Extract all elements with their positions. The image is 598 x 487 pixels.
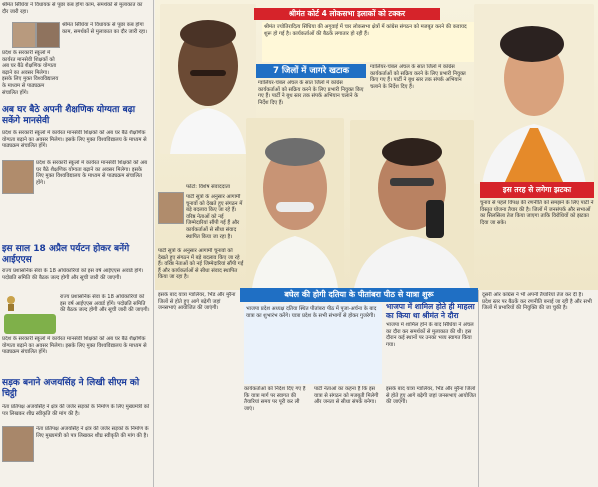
government-emblem-icon bbox=[4, 294, 18, 312]
politician-photo-center-right bbox=[350, 120, 474, 288]
middle-story-body: पार्टी सूत्रों के अनुसार आगामी चुनावों को देखते हुए संगठन में बड़े बदलाव किए जा रहे हैं। वरिष्ठ नेताओं को नई जिम्मेदारियां सौंपी गईं हैं और कार्यकर्ताओं से सीधा संवाद स्थापित किया जा रहा है। bbox=[186, 194, 243, 240]
middle-story-body-2: पार्टी सूत्रों के अनुसार आगामी चुनावों को देखते हुए संगठन में बड़े बदलाव किए जा रहे हैं। वरिष्ठ नेताओं को नई जिम्मेदारियां सौंपी गईं हैं और कार्यकर्ताओं से सीधा संवाद स्थापित किया जा रहा है। bbox=[158, 248, 244, 281]
story1-photo bbox=[2, 160, 34, 194]
mini-photo-2 bbox=[36, 22, 60, 48]
bottom-banner: बघेल की होगी दतिया के पीतांबरा पीठ से यात्रा शुरू bbox=[240, 288, 478, 302]
column-divider-left bbox=[153, 0, 154, 487]
bottom-banner-body: भाजपा प्रदेश अध्यक्ष दतिया स्थित पीतांबरा पीठ में पूजा-अर्चना के बाद यात्रा का शुभारंभ करेंगे। यात्रा प्रदेश के सभी संभागों से होकर गुजरेगी। bbox=[244, 304, 382, 384]
story2-body-2: राज्य प्रशासनिक सेवा के 18 अधिकारियों को इस वर्ष आईएएस अवार्ड होंगे। पदोन्नति समिति की बैठक जल्द होगी और सूची जारी की जाएगी। bbox=[60, 294, 150, 314]
story3-body: नेता प्रतिपक्ष अजयसिंह ने क्षेत्र की जर्जर सड़कों के निर्माण के लिए मुख्यमंत्री को पत्र लिखकर शीघ्र स्वीकृति की मांग की है। bbox=[2, 404, 150, 417]
top-banner-body: श्रीमंत ज्योतिरादित्य सिंधिया की अगुवाई में चार लोकसभा क्षेत्रों में कांग्रेस संगठन को मजबूत करने की कवायद शुरू हो गई है। कार्यकर्ताओं की बैठकें लगातार हो रही हैं। bbox=[262, 22, 476, 62]
bottom-text-b: कार्यकर्ताओं को निर्देश दिए गए हैं कि यात्रा मार्ग पर स्वागत की तैयारियां समय पर पूरी कर ली जाएं। bbox=[244, 386, 306, 412]
left-top-text-2: श्रीमंत सिंधिया ने विधायक से पूछा कब होगा काम, समर्थकों से मुलाकात का दौर जारी रहा। bbox=[62, 22, 148, 35]
story1-heading: अब घर बैठे अपनी शैक्षणिक योग्यता बढ़ा सकेंगे मानसेवी bbox=[2, 105, 136, 126]
left-column bbox=[2, 0, 152, 487]
mini-photo-1 bbox=[12, 22, 36, 48]
caption-photo bbox=[158, 192, 184, 224]
left-top-text: श्रीमंत सिंधिया ने विधायक से पूछा कब होगा काम, समर्थकों से मुलाकात का दौर जारी रहा। bbox=[2, 2, 143, 15]
mid-right-body: ग्वालियर-चंबल अंचल के सात जिलों में कांग्रेस कार्यकर्ताओं को सक्रिय करने के लिए प्रभारी नियुक्त किए गए हैं। पार्टी ने बूथ स्तर तक संपर्क अभियान चलाने के निर्देश दिए हैं। bbox=[370, 64, 466, 90]
story2-heading: इस साल 18 अप्रैल पर्यटन होकर बनेंगे आईएएस bbox=[2, 244, 130, 265]
left-top-text-3: प्रदेश के सरकारी स्कूलों में कार्यरत मानसेवी शिक्षकों को अब घर बैठे शैक्षणिक योग्यता बढ़ाने का अवसर मिलेगा। इसके लिए मुक्त विश्वविद्यालय के माध्यम से पाठ्यक्रम संचालित होंगे। bbox=[2, 50, 59, 96]
right-bottom-body: भाजपा में शामिल होने के बाद सिंधिया ने अंचल का दौरा कर समर्थकों से मुलाकात की थी। इस दौरान कई स्थानों पर उनका भव्य स्वागत किया गया। bbox=[386, 322, 474, 348]
story3-photo bbox=[2, 426, 34, 462]
story1-body: प्रदेश के सरकारी स्कूलों में कार्यरत मानसेवी शिक्षकों को अब घर बैठे शैक्षणिक योग्यता बढ़ाने का अवसर मिलेगा। इसके लिए मुक्त विश्वविद्यालय के माध्यम से पाठ्यक्रम संचालित होंगे। bbox=[2, 130, 147, 150]
right-bottom-heading: भाजपा में शामिल होते ही माहला का किया था श्रीमंत ने दौरा bbox=[386, 302, 475, 320]
bottom-text-d: इसके बाद यात्रा ग्वालियर, भिंड और मुरैना जिलों से होते हुए आगे बढ़ेगी जहां जनसभाएं आयोजित की जाएंगी। bbox=[386, 386, 476, 406]
bottom-text-c: पार्टी नेताओं का कहना है कि इस यात्रा से संगठन को मजबूती मिलेगी और जनता से सीधा संपर्क बनेगा। bbox=[314, 386, 379, 406]
story1-body-2: प्रदेश के सरकारी स्कूलों में कार्यरत मानसेवी शिक्षकों को अब घर बैठे शैक्षणिक योग्यता बढ़ाने का अवसर मिलेगा। इसके लिए मुक्त विश्वविद्यालय के माध्यम से पाठ्यक्रम संचालित होंगे। bbox=[36, 160, 148, 186]
right-body: चुनाव से पहले विपक्ष की रणनीति को समझने के लिए पार्टी ने विस्तृत योजना तैयार की है। जिलों में जनसंपर्क और सभाओं का सिलसिला तेज किया जाएगा ताकि विरोधियों को झटका दिया जा सके। bbox=[480, 200, 594, 226]
politician-photo-right bbox=[474, 4, 594, 184]
bottom-text-a: इसके बाद यात्रा ग्वालियर, भिंड और मुरैना जिलों से होते हुए आगे बढ़ेगी जहां जनसभाएं आयोजित की जाएंगी। bbox=[158, 292, 236, 312]
story2-body-3: प्रदेश के सरकारी स्कूलों में कार्यरत मानसेवी शिक्षकों को अब घर बैठे शैक्षणिक योग्यता बढ़ाने का अवसर मिलेगा। इसके लिए मुक्त विश्वविद्यालय के माध्यम से पाठ्यक्रम संचालित होंगे। bbox=[2, 336, 147, 356]
story3-body-2: नेता प्रतिपक्ष अजयसिंह ने क्षेत्र की जर्जर सड़कों के निर्माण के लिए मुख्यमंत्री को पत्र लिखकर शीघ्र स्वीकृति की मांग की है। bbox=[36, 426, 149, 439]
story2-body: राज्य प्रशासनिक सेवा के 18 अधिकारियों को इस वर्ष आईएएस अवार्ड होंगे। पदोन्नति समिति की बैठक जल्द होगी और सूची जारी की जाएगी। bbox=[2, 268, 144, 281]
caption-left: फोटो: विशेष संवाददाता bbox=[186, 184, 230, 190]
column-divider-right bbox=[478, 290, 479, 487]
story3-heading: सड़क बनाने अजयसिंह ने लिखी सीएम को चिट्ठी bbox=[2, 378, 140, 399]
politician-photo-left bbox=[160, 4, 256, 154]
top-banner: श्रीमंत कोर्ट 4 लोकसभा इलाकों को टक्कर bbox=[254, 8, 440, 20]
politician-photo-center-left bbox=[246, 118, 344, 288]
right-banner: इस तरह से लगेगा झटका bbox=[480, 182, 594, 198]
far-right-body: दूसरी ओर कांग्रेस ने भी अपनी तैयारियां तेज कर दी हैं। प्रदेश स्तर पर बैठकें कर रणनीति बनाई जा रही है और सभी जिलों में प्रभारियों की नियुक्ति की जा चुकी है। bbox=[482, 292, 592, 312]
mid-banner-body: ग्वालियर-चंबल अंचल के सात जिलों में कांग्रेस कार्यकर्ताओं को सक्रिय करने के लिए प्रभारी नियुक्त किए गए हैं। पार्टी ने बूथ स्तर तक संपर्क अभियान चलाने के निर्देश दिए हैं। bbox=[258, 80, 364, 106]
mid-banner: 7 जिलों में जागरे खटाक bbox=[256, 64, 366, 78]
map-graphic bbox=[4, 314, 56, 334]
